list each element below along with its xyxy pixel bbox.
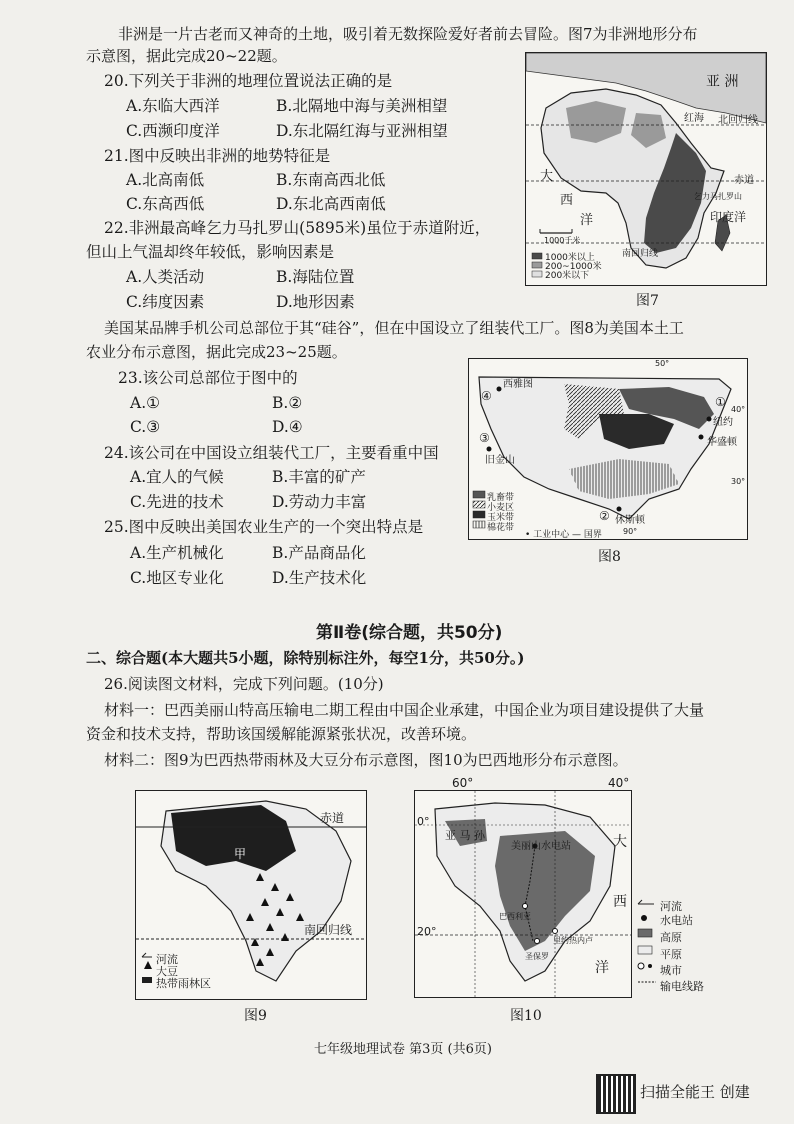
q20-option-c: C.西濒印度洋 (126, 122, 220, 140)
section-2-title: 第Ⅱ卷(综合题，共50分) (316, 623, 503, 643)
label-lat-50: 50° (655, 359, 670, 368)
label-equator: 赤道 (734, 175, 754, 186)
figure-10-brazil-terrain-map (414, 790, 632, 998)
legend-wheat: 小麦区 (487, 503, 515, 513)
label-tropic-north: 北回归线 (718, 115, 758, 126)
label-num-2: ② (599, 509, 610, 523)
legend-dairy: 乳畜带 (487, 493, 515, 503)
figure-8-usa-map (468, 358, 748, 540)
figure-8-caption: 图8 (598, 549, 621, 565)
q22-stem-2: 但山上气温却终年较低，影响因素是 (86, 243, 335, 261)
page-footer: 七年级地理试卷 第3页 (共6页) (314, 1042, 492, 1057)
label-ocean-1: 大 (613, 834, 627, 850)
q24-option-b: B.丰富的矿产 (272, 468, 366, 486)
fig10-legend-station: 水电站 (660, 914, 693, 927)
legend-rainforest: 热带雨林区 (156, 977, 211, 990)
material-1-line-1: 材料一：巴西美丽山特高压输电二期工程由中国企业承建，中国企业为项目建设提供了大量 (104, 701, 705, 719)
q23-option-c: C.③ (130, 418, 161, 436)
label-rio: 里约热内卢 (553, 936, 593, 945)
q23-option-a: A.① (130, 394, 161, 412)
label-asia: 亚 洲 (706, 74, 739, 90)
label-scale: 1000千米 (544, 236, 581, 245)
q25-option-a: A.生产机械化 (130, 544, 224, 562)
label-num-3: ③ (479, 431, 490, 445)
label-tropic-south: 南回归线 (622, 249, 659, 259)
label-amazon: 亚 马 孙 (445, 829, 485, 842)
q21-option-d: D.东北高西南低 (276, 195, 386, 213)
label-red-sea: 红海 (684, 113, 704, 124)
figure-9-caption: 图9 (244, 1008, 267, 1024)
legend-corn: 玉米带 (487, 513, 515, 523)
q26-stem: 26.阅读图文材料，完成下列问题。(10分) (104, 675, 384, 693)
label-ocean-2: 西 (613, 894, 627, 910)
q23-option-d: D.④ (272, 418, 303, 436)
q25-option-d: D.生产技术化 (272, 569, 367, 587)
label-num-4: ④ (481, 389, 492, 403)
q25-option-c: C.地区专业化 (130, 569, 224, 587)
q24-option-c: C.先进的技术 (130, 493, 224, 511)
figure-10-caption: 图10 (510, 1008, 542, 1024)
label-belo-monte-station: 美丽山水电站 (511, 841, 571, 852)
material-2: 材料二：图9为巴西热带雨林及大豆分布示意图，图10为巴西地形分布示意图。 (104, 751, 628, 769)
label-new-york: 纽约 (713, 417, 733, 428)
label-num-1: ① (715, 395, 726, 409)
label-lon-40: 40° (608, 776, 630, 790)
intro-2-line-2: 农业分布示意图，据此完成23~25题。 (86, 343, 347, 361)
intro-2-line-1: 美国某品牌手机公司总部位于其“硅谷”，但在中国设立了组装代工厂。图8为美国本土工 (104, 319, 684, 337)
fig10-legend-power-line: 输电线路 (660, 980, 704, 993)
q21-option-a: A.北高南低 (126, 171, 205, 189)
label-jia: 甲 (234, 847, 247, 861)
q22-option-d: D.地形因素 (276, 293, 355, 311)
label-houston: 休斯顿 (615, 515, 645, 526)
q22-option-b: B.海陆位置 (276, 268, 355, 286)
legend-cotton: 棉花带 (487, 523, 515, 533)
fig10-legend-plain: 平原 (660, 948, 682, 961)
intro-1-line-2: 示意图，据此完成20~22题。 (86, 47, 287, 65)
q22-option-a: A.人类活动 (126, 268, 205, 286)
label-brasilia: 巴西利亚 (499, 912, 531, 921)
q22-stem: 22.非洲最高峰乞力马扎罗山(5895米)虽位于赤道附近， (104, 219, 491, 237)
fig10-legend-river: 河流 (660, 900, 682, 913)
figure-7-africa-map (525, 52, 767, 286)
q20-option-d: D.东北隔红海与亚洲相望 (276, 122, 448, 140)
label-equator: 赤道 (320, 811, 345, 825)
label-lat-0: 0° (417, 815, 430, 828)
q25-option-b: B.产品商品化 (272, 544, 366, 562)
fig10-legend-plateau: 高原 (660, 931, 682, 944)
label-lat-20: 20° (417, 925, 437, 938)
label-tropic: 南回归线 (304, 923, 353, 937)
legend-industry-border: • 工业中心 — 国界 (525, 530, 602, 540)
label-lat-30: 30° (731, 477, 746, 486)
scanner-watermark: 扫描全能王 创建 (640, 1083, 750, 1101)
q24-option-d: D.劳动力丰富 (272, 493, 367, 511)
label-washington: 华盛顿 (707, 437, 737, 448)
label-atlantic-3: 洋 (580, 213, 594, 228)
q20-option-a: A.东临大西洋 (126, 97, 220, 115)
legend-highland: 1000米以上 (545, 253, 595, 263)
section-2-description: 二、综合题(本大题共5小题，除特别标注外，每空1分，共50分。) (86, 649, 525, 667)
legend-soybean: 大豆 (156, 965, 178, 978)
legend-midland: 200~1000米 (545, 262, 602, 272)
q24-option-a: A.宜人的气候 (130, 468, 224, 486)
figure-9-brazil-rainforest-map (135, 790, 367, 1000)
label-atlantic-2: 西 (560, 193, 574, 208)
qr-code-icon (596, 1074, 636, 1114)
intro-1-line-1: 非洲是一片古老而又神奇的土地，吸引着无数探险爱好者前去冒险。图7为非洲地形分布 (118, 25, 698, 43)
label-lon-90: 90° (623, 527, 638, 536)
label-seattle: 西雅图 (503, 379, 533, 390)
q22-option-c: C.纬度因素 (126, 293, 205, 311)
q25-stem: 25.图中反映出美国农业生产的一个突出特点是 (104, 518, 424, 536)
fig10-legend-symbols (636, 896, 658, 1000)
label-atlantic-1: 大 (540, 169, 554, 184)
label-lat-40: 40° (731, 405, 746, 414)
legend-river: 河流 (156, 953, 178, 966)
label-ocean-3: 洋 (595, 960, 609, 976)
q23-option-b: B.② (272, 394, 303, 412)
fig10-legend-city: 城市 (660, 964, 682, 977)
q23-stem: 23.该公司总部位于图中的 (118, 369, 298, 387)
q21-stem: 21.图中反映出非洲的地势特征是 (104, 147, 331, 165)
label-sao-paulo: 圣保罗 (525, 952, 549, 961)
q20-option-b: B.北隔地中海与美洲相望 (276, 97, 448, 115)
q24-stem: 24.该公司在中国设立组装代工厂，主要看重中国 (104, 444, 439, 462)
q20-stem: 20.下列关于非洲的地理位置说法正确的是 (104, 72, 393, 90)
material-1-line-2: 资金和技术支持，帮助该国缓解能源紧张状况，改善环境。 (86, 725, 477, 743)
label-san-francisco: 旧金山 (485, 455, 515, 466)
q21-option-c: C.东高西低 (126, 195, 205, 213)
label-indian-ocean: 印度洋 (710, 210, 747, 224)
label-lon-60: 60° (452, 776, 474, 790)
legend-lowland: 200米以下 (545, 271, 590, 281)
label-kilimanjaro: 乞力马扎罗山 (694, 192, 742, 201)
q21-option-b: B.东南高西北低 (276, 171, 386, 189)
figure-7-caption: 图7 (636, 293, 659, 309)
